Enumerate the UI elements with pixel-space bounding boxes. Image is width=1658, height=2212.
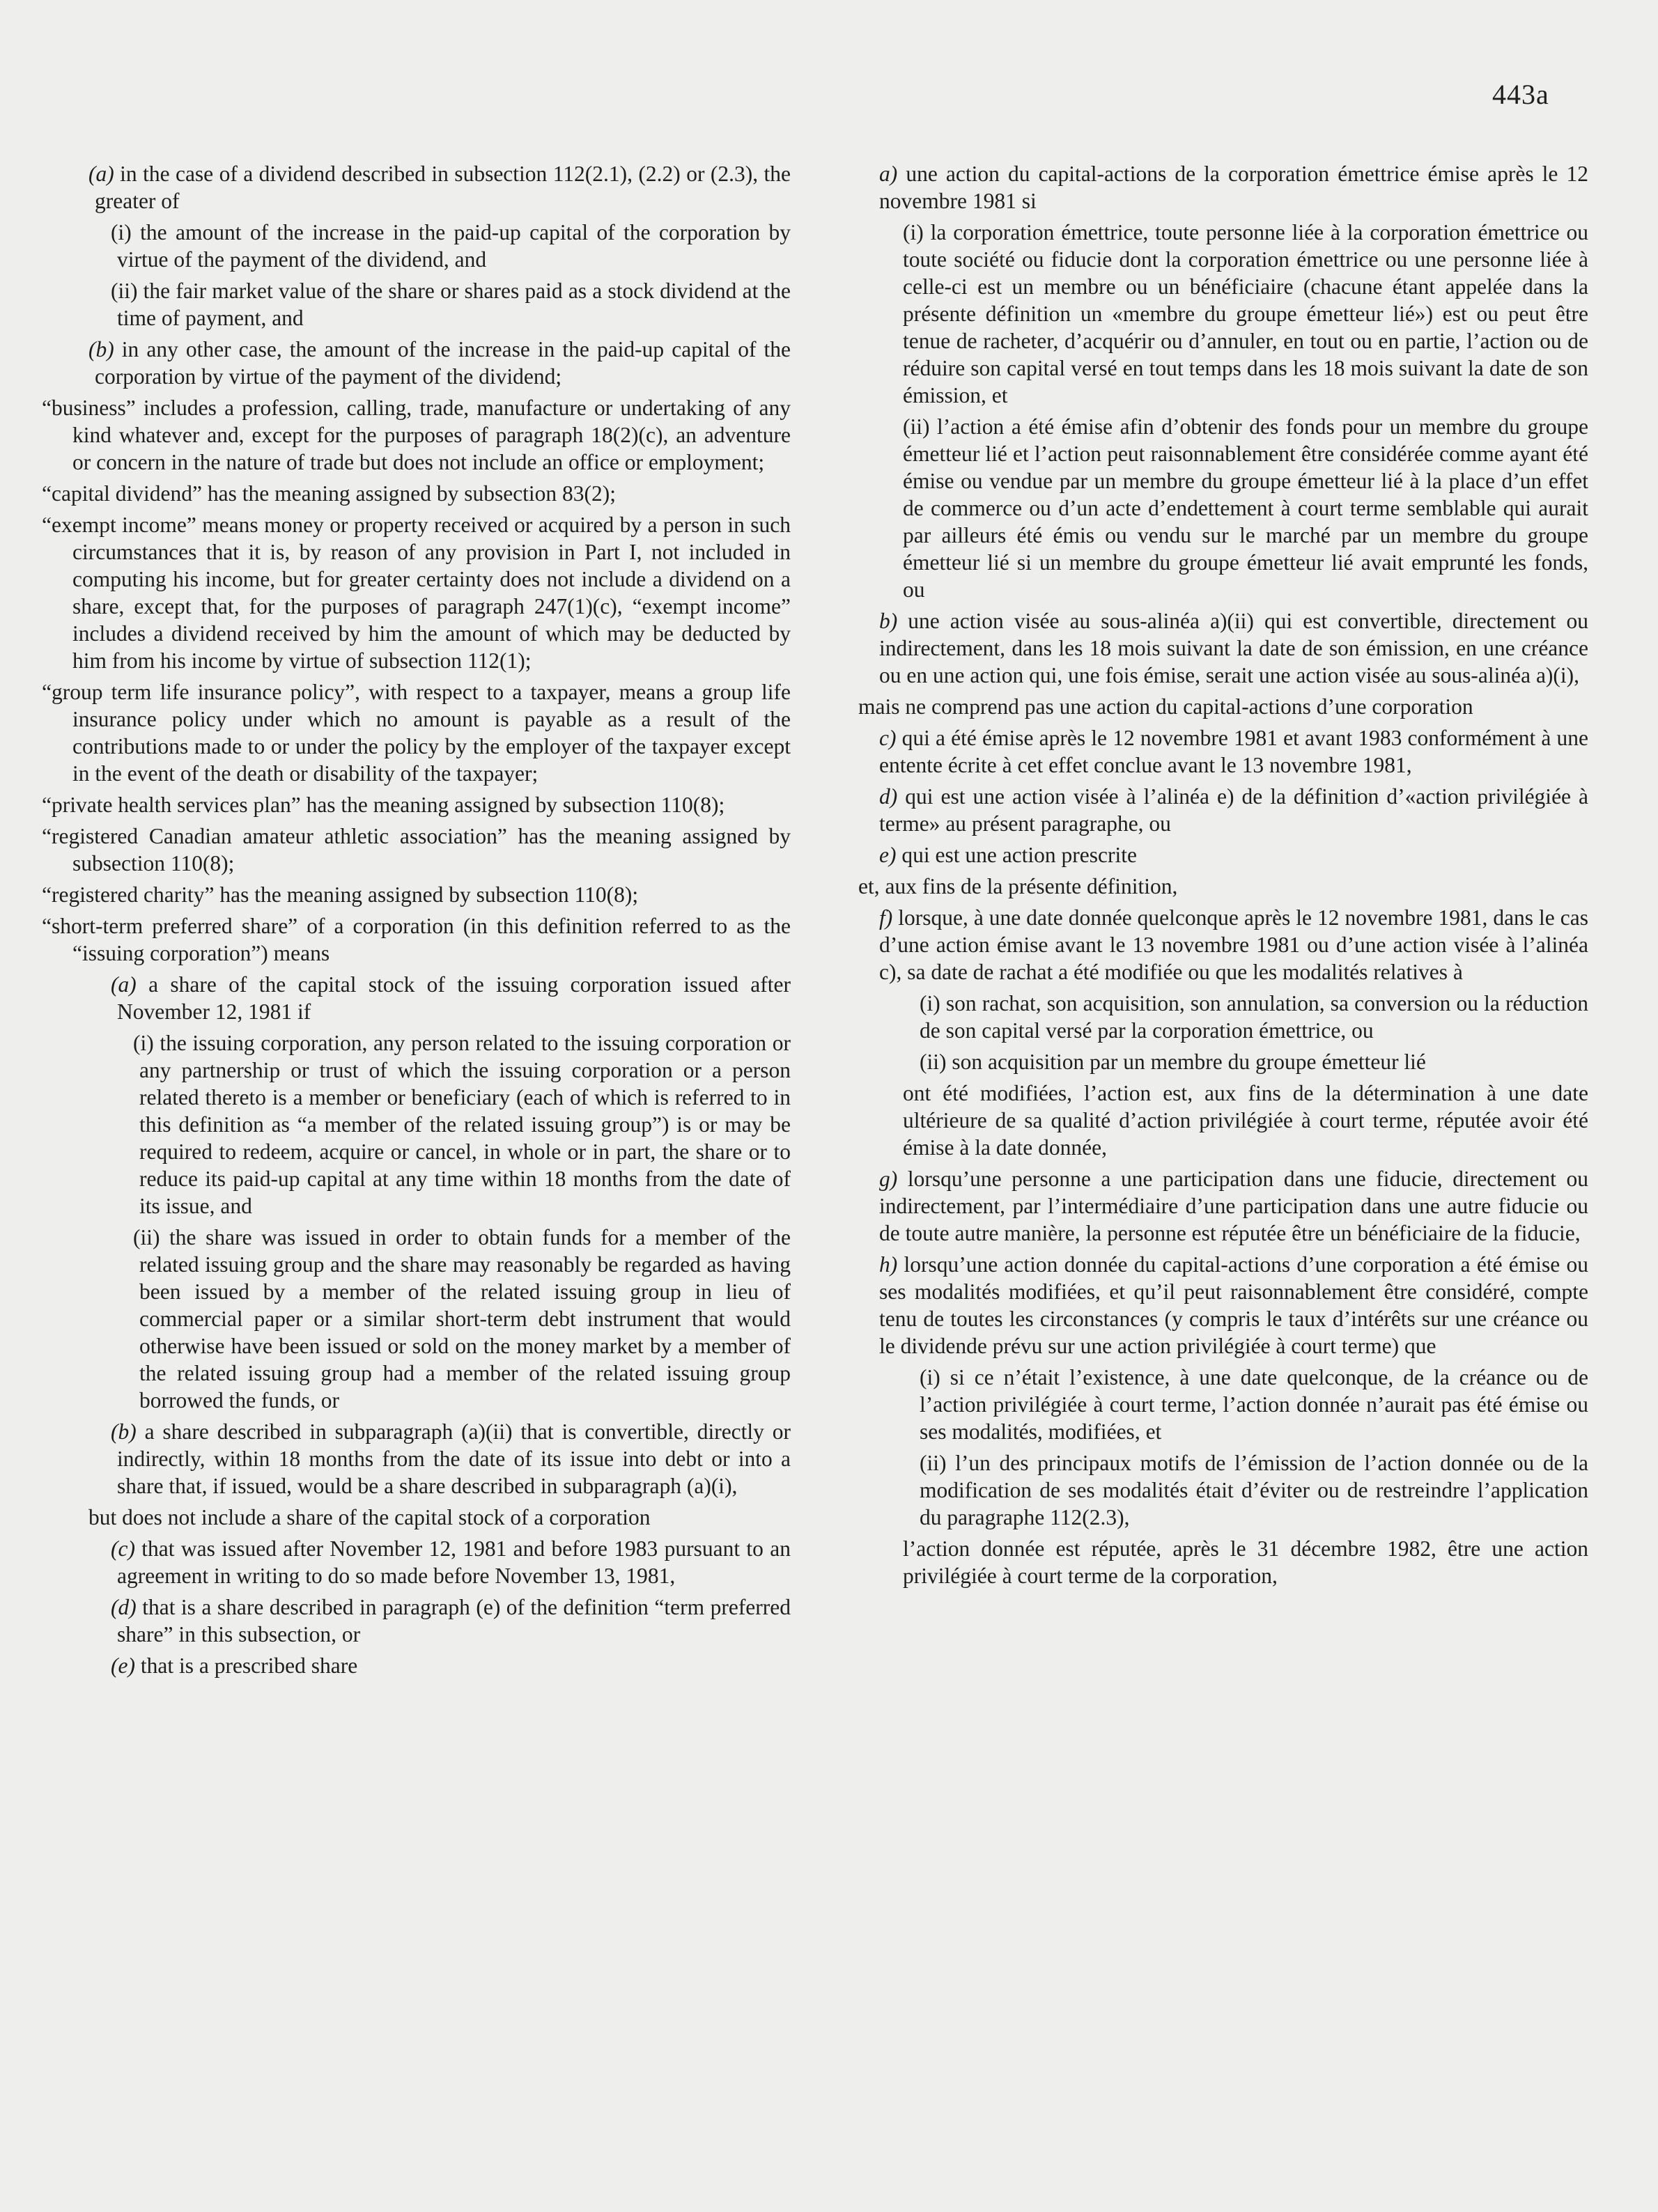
paragraph-text: une action visée au sous-alinéa a)(ii) qui est convertible, directement ou indirectement, dans les 18 mois suivant la date de son émission, en une créance ou en une action qui, une fois émise, serait une action visée au sous-alinéa a)(i), [879, 609, 1588, 687]
french-paragraph [858, 693, 1588, 720]
paragraph-label: c) [879, 726, 897, 750]
paragraph-label: (b) [111, 1419, 137, 1444]
english-paragraph [42, 1029, 791, 1220]
english-paragraph [42, 971, 791, 1025]
paragraph-text: et, aux fins de la présente définition, [858, 874, 1178, 898]
paragraph-text: lorsqu’une personne a une participation dans une fiducie, directement ou indirectement, par l’intermédiaire d’une participation dans une autre fiducie ou de toute autre manière, la personne est réputée être un bénéficiaire de la fiducie, [879, 1167, 1588, 1245]
french-paragraph [858, 841, 1588, 869]
english-paragraph [42, 912, 791, 967]
paragraph-text: (i) la corporation émettrice, toute personne liée à la corporation émettrice ou toute société ou fiducie dont la corporation émettrice ou une personne liée à celle-ci est un membre ou un bénéficiaire (chacune étant appelée dans la présente définition un «membre du groupe émetteur lié») est ou peut être tenue de racheter, d’acquérir ou d’annuler, en tout ou en partie, l’action ou de réduire son capital versé en tout temps dans les 18 mois suivant la date de son émission, et [903, 220, 1588, 407]
english-paragraph [42, 1418, 791, 1500]
english-paragraph [42, 480, 791, 507]
paragraph-text: (ii) the fair market value of the share or shares paid as a stock dividend at the time of payment, and [111, 279, 791, 330]
paragraph-text: that is a prescribed share [134, 1653, 358, 1678]
paragraph-text: “business” includes a profession, calling, trade, manufacture or undertaking of any kind whatever and, except for the purposes of paragraph 18(2)(c), an adventure or concern in the nature of trade but does not include an office or employment; [42, 396, 791, 474]
english-paragraph [42, 219, 791, 273]
english-paragraph [42, 1594, 791, 1648]
english-paragraph [42, 678, 791, 787]
paragraph-text: (i) the amount of the increase in the paid-up capital of the corporation by virtue of the payment of the dividend, and [111, 220, 791, 272]
paragraph-label: a) [879, 162, 898, 186]
french-paragraph [858, 724, 1588, 779]
paragraph-text: “group term life insurance policy”, with respect to a taxpayer, means a group life insurance policy under which no amount is payable as a result of the contributions made to or under the policy by the employer of the taxpayer except in the event of the death or disability of the taxpayer; [42, 680, 791, 786]
paragraph-label: e) [879, 843, 897, 867]
paragraph-text: a share of the capital stock of the issuing corporation issued after November 12, 1981 if [117, 972, 791, 1024]
french-paragraph [858, 1251, 1588, 1360]
french-paragraph [858, 1080, 1588, 1161]
paragraph-text: in the case of a dividend described in subsection 112(2.1), (2.2) or (2.3), the greater of [95, 162, 791, 213]
french-paragraph [858, 1449, 1588, 1531]
paragraph-label: (d) [111, 1595, 137, 1619]
paragraph-label: (a) [111, 972, 137, 997]
page-number: 443a [1492, 79, 1549, 110]
paragraph-text: “exempt income” means money or property received or acquired by a person in such circumstances that it is, by reason of any provision in Part I, not included in computing his income, but for greater certainty does not include a dividend on a share, except that, for the purposes of paragraph 247(1)(c), “exempt income” includes a dividend received by him the amount of which may be deducted by him from his income by virtue of subsection 112(1); [42, 513, 791, 673]
paragraph-text: “short-term preferred share” of a corporation (in this definition referred to as the “issuing corporation”) means [42, 914, 791, 965]
paragraph-text: (ii) l’un des principaux motifs de l’émission de l’action donnée ou de la modification de ses modalités était d’éviter ou de restreindre l’application du paragraphe 112(2.3), [920, 1451, 1588, 1529]
paragraph-label: (e) [111, 1653, 135, 1678]
french-paragraph [858, 873, 1588, 900]
paragraph-text: that was issued after November 12, 1981 and before 1983 pursuant to an agreement in writing to do so made before November 13, 1981, [117, 1536, 791, 1588]
paragraph-label: f) [879, 905, 893, 930]
english-paragraph [42, 277, 791, 332]
english-paragraph [42, 160, 791, 215]
french-paragraph [858, 783, 1588, 837]
english-paragraph [42, 511, 791, 674]
paragraph-text: (i) si ce n’était l’existence, à une date quelconque, de la créance ou de l’action privilégiée à court terme, l’action donnée n’aurait pas été émise ou ses modalités, modifiées, et [920, 1365, 1588, 1444]
english-paragraph [42, 394, 791, 476]
english-column [42, 160, 791, 1683]
french-column [858, 160, 1588, 1594]
french-paragraph [858, 219, 1588, 409]
paragraph-text: qui est une action prescrite [896, 843, 1137, 867]
paragraph-label: (b) [88, 337, 114, 361]
french-paragraph [858, 607, 1588, 689]
english-paragraph [42, 823, 791, 877]
paragraph-text: (ii) the share was issued in order to obtain funds for a member of the related issuing group and the share may reasonably be regarded as having been issued by a member of the related issuing group in lieu of commercial paper or a similar short-term debt instrument that would otherwise have been issued or sold on the money market by a member of the related issuing group had a member of the related issuing group borrowed the funds, or [133, 1225, 791, 1412]
paragraph-text: a share described in subparagraph (a)(ii) that is convertible, directly or indirectly, within 18 months from the date of its issue into debt or into a share that, if issued, would be a share described in subparagraph (a)(i), [117, 1419, 791, 1498]
french-paragraph [858, 413, 1588, 603]
paragraph-text: “capital dividend” has the meaning assigned by subsection 83(2); [42, 481, 617, 506]
paragraph-text: ont été modifiées, l’action est, aux fins de la détermination à une date ultérieure de sa qualité d’action privilégiée à court terme, réputée avoir été émise à la date donnée, [903, 1081, 1588, 1160]
english-paragraph [42, 1504, 791, 1531]
english-paragraph [42, 1652, 791, 1679]
paragraph-text: “registered Canadian amateur athletic association” has the meaning assigned by subsection 110(8); [42, 824, 791, 875]
french-paragraph [858, 1535, 1588, 1589]
paragraph-text: “private health services plan” has the meaning assigned by subsection 110(8); [42, 793, 725, 817]
paragraph-text: that is a share described in paragraph (e) of the definition “term preferred share” in this subsection, or [117, 1595, 791, 1646]
french-paragraph [858, 1165, 1588, 1247]
paragraph-label: g) [879, 1167, 898, 1191]
french-paragraph [858, 1048, 1588, 1075]
paragraph-label: d) [879, 784, 898, 809]
paragraph-text: in any other case, the amount of the increase in the paid-up capital of the corporation by virtue of the payment of the dividend; [95, 337, 791, 389]
paragraph-text: (ii) son acquisition par un membre du groupe émetteur lié [920, 1050, 1426, 1074]
english-paragraph [42, 791, 791, 818]
english-paragraph [42, 881, 791, 908]
paragraph-label: (c) [111, 1536, 135, 1561]
paragraph-label: h) [879, 1252, 898, 1277]
french-paragraph [858, 904, 1588, 986]
paragraph-text: lorsque, à une date donnée quelconque après le 12 novembre 1981, dans le cas d’une action émise avant le 13 novembre 1981 ou d’une action visée à l’alinéa c), sa date de rachat a été modifiée ou que les modalités relatives à [879, 905, 1588, 984]
paragraph-text: mais ne comprend pas une action du capital-actions d’une corporation [858, 694, 1473, 719]
paragraph-text: l’action donnée est réputée, après le 31 décembre 1982, être une action privilégiée à court terme de la corporation, [903, 1536, 1588, 1588]
paragraph-text: (i) son rachat, son acquisition, son annulation, sa conversion ou la réduction de son capital versé par la corporation émettrice, ou [920, 991, 1588, 1043]
english-paragraph [42, 1535, 791, 1589]
paragraph-text: (ii) l’action a été émise afin d’obtenir des fonds pour un membre du groupe émetteur lié et l’action peut raisonnablement être considérée comme ayant été émise ou vendue par un membre du groupe émetteur lié à la place d’un effet de commerce ou d’un acte d’endettement à court terme semblable qui aurait par ailleurs été émis ou vendu sur le marché par un membre du groupe émetteur lié si un membre du groupe émetteur lié avait emprunté les fonds, ou [903, 414, 1588, 602]
paragraph-text: (i) the issuing corporation, any person related to the issuing corporation or any partnership or trust of which the issuing corporation or a person related thereto is a member or beneficiary (each of which is referred to in this definition as “a member of the related issuing group”) is or may be required to redeem, acquire or cancel, in whole or in part, the share or to reduce its paid-up capital at any time within 18 months from the date of its issue, and [133, 1031, 791, 1218]
french-paragraph [858, 990, 1588, 1044]
paragraph-text: but does not include a share of the capital stock of a corporation [88, 1505, 651, 1529]
english-paragraph [42, 1224, 791, 1414]
paragraph-text: qui a été émise après le 12 novembre 1981 et avant 1983 conformément à une entente écrite à cet effet conclue avant le 13 novembre 1981, [879, 726, 1588, 777]
english-paragraph [42, 336, 791, 390]
paragraph-label: (a) [88, 162, 114, 186]
paragraph-text: lorsqu’une action donnée du capital-actions d’une corporation a été émise ou ses modalités modifiées, et qu’il peut raisonnablement être considéré, compte tenu de toutes les circonstances (y compris le taux d’intérêts sur une créance ou le dividende prévu sur une action privilégiée à court terme) que [879, 1252, 1588, 1358]
paragraph-text: qui est une action visée à l’alinéa e) de la définition d’«action privilégiée à terme» au présent paragraphe, ou [879, 784, 1588, 836]
paragraph-text: une action du capital-actions de la corporation émettrice émise après le 12 novembre 1981 si [879, 162, 1588, 213]
french-paragraph [858, 160, 1588, 215]
paragraph-label: b) [879, 609, 898, 633]
paragraph-text: “registered charity” has the meaning assigned by subsection 110(8); [42, 882, 639, 907]
french-paragraph [858, 1364, 1588, 1445]
